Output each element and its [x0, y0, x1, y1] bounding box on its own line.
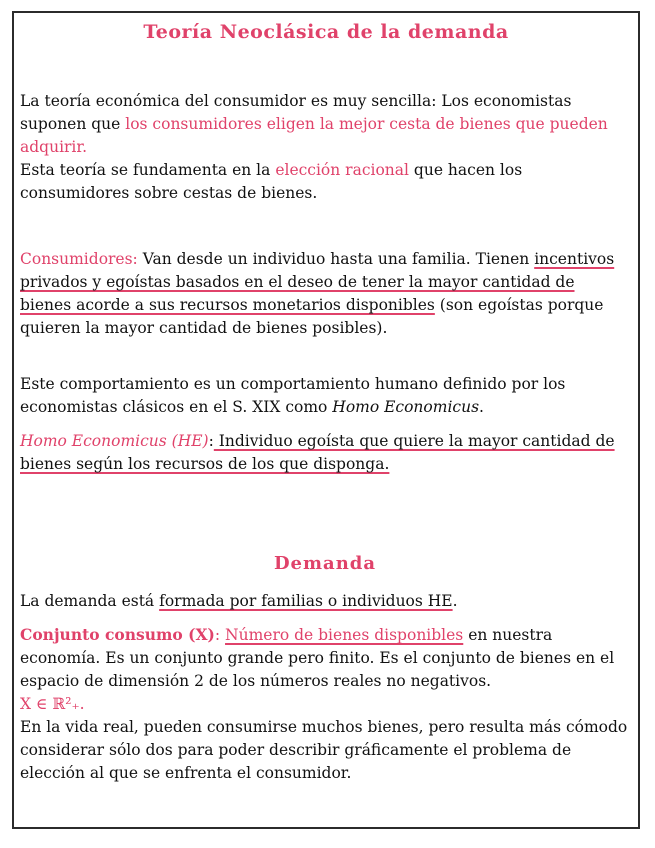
- intro-paragraph-2: [20, 159, 630, 205]
- behavior-section: [20, 373, 630, 419]
- behavior-text: Este comportamiento es un comportamiento humano definido por los economistas clásicos en el S. XIX como: [20, 375, 566, 416]
- consumers-label: Consumidores:: [20, 250, 138, 268]
- consumers-section: [20, 248, 630, 340]
- consumers-paragraph: [20, 248, 630, 340]
- consumption-set-paragraph: [20, 623, 630, 693]
- demand-text: La demanda está: [20, 592, 160, 610]
- demand-period: .: [452, 592, 458, 610]
- behavior-period: .: [479, 398, 484, 416]
- consumption-set-text: en nuestra economía. Es un conjunto grande pero finito. Es el conjunto de bienes en el espacio de dimensión 2 de los números reales no negativos.: [20, 626, 615, 690]
- intro-highlight: los consumidores eligen la mejor cesta de bienes que pueden adquirir.: [20, 115, 608, 156]
- consumption-set-formula: X ∈ ℝ²₊.: [20, 695, 85, 713]
- consumers-underlined: incentivos privados y egoístas basados en el deseo de tener la mayor cantidad de bienes acorde a sus recursos monetarios disponibles: [20, 250, 615, 314]
- homo-section: [20, 430, 630, 476]
- homo-definition: Individuo egoísta que quiere la mayor cantidad de bienes según los recursos de los que disponga.: [20, 432, 615, 473]
- behavior-paragraph: [20, 373, 630, 419]
- intro-section: [20, 90, 630, 205]
- consumers-text-2: (son egoístas porque quieren la mayor cantidad de bienes posibles).: [20, 296, 604, 337]
- consumption-set-colon: :: [214, 626, 221, 644]
- intro-paragraph-1: [20, 90, 630, 159]
- demand-section: [20, 590, 630, 613]
- page-frame: [12, 11, 640, 829]
- intro-text: La teoría económica del consumidor es muy sencilla: Los economistas suponen que: [20, 92, 572, 133]
- demand-heading: [20, 553, 630, 574]
- consumption-set-closing: En la vida real, pueden consumirse muchos bienes, pero resulta más cómodo considerar sólo dos para poder describir gráficamente el problema de elección al que se enfrenta el consumidor.: [20, 718, 628, 782]
- homo-colon: :: [208, 432, 214, 450]
- consumption-set-underlined: Número de bienes disponibles: [225, 626, 464, 644]
- homo-label: Homo Economicus (HE): [20, 432, 209, 450]
- intro-text-2: Esta teoría se fundamenta en la: [20, 161, 276, 179]
- consumers-text: Van desde un individuo hasta una familia. Tienen: [137, 250, 535, 268]
- intro-text-3: que hacen los consumidores sobre cestas de bienes.: [20, 161, 523, 202]
- consumption-set-label: Conjunto consumo (X): [20, 625, 215, 644]
- rational-choice-highlight: elección racional: [275, 161, 409, 179]
- demand-paragraph: [20, 590, 630, 613]
- homo-economicus-term: Homo Economicus: [332, 398, 480, 416]
- homo-paragraph: [20, 430, 630, 476]
- demand-title: Demanda: [273, 553, 377, 574]
- demand-underlined: formada por familias o individuos HE: [159, 592, 453, 610]
- page-title: Teoría Neoclásica de la demanda: [143, 21, 509, 43]
- consumption-set-section: [20, 623, 630, 785]
